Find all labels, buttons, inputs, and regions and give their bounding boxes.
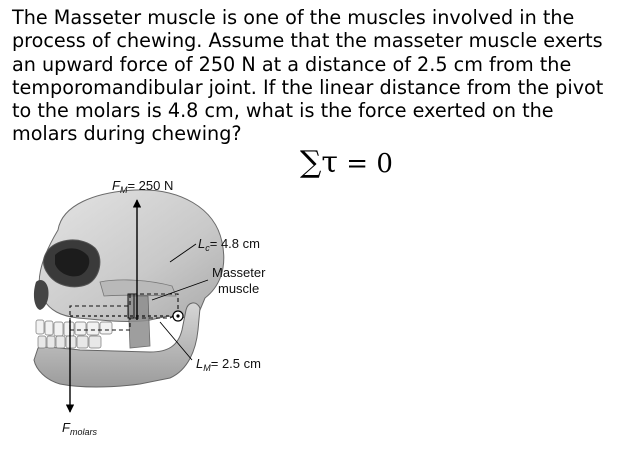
problem-line: process of chewing. Assume that the masseter muscle exerts: [12, 29, 603, 53]
masseter-muscle-label-line2: muscle: [218, 281, 260, 296]
molar-force-label: $F_{molars}$: [62, 420, 97, 437]
problem-line: molars during chewing?: [12, 122, 242, 146]
upper-teeth: [36, 320, 112, 336]
problem-line: The Masseter muscle is one of the muscles involved in the: [12, 6, 575, 29]
skull-diagram: [0, 170, 330, 449]
masseter-muscle: [128, 296, 150, 348]
problem-line: to the molars is 4.8 cm, what is the force exerted on the: [12, 99, 554, 123]
problem-statement: [12, 6, 622, 146]
nasal-cavity: [34, 280, 49, 310]
masseter-muscle-label: Masseter: [212, 265, 266, 280]
torque-equation-relation: = 0: [346, 149, 393, 179]
problem-line: temporomandibular joint. If the linear distance from the pivot: [12, 75, 604, 99]
lc-distance-label: $L_c= 4.8$ cm: [198, 236, 260, 253]
problem-line: an upward force of 250 N at a distance of 2.5 cm from the: [12, 52, 572, 76]
masseter-force-label: $F_M= 250$ N: [112, 178, 174, 195]
lm-distance-label: $L_M= 2.5$ cm: [196, 356, 261, 373]
torque-sum-symbol: ∑τ: [300, 145, 339, 180]
